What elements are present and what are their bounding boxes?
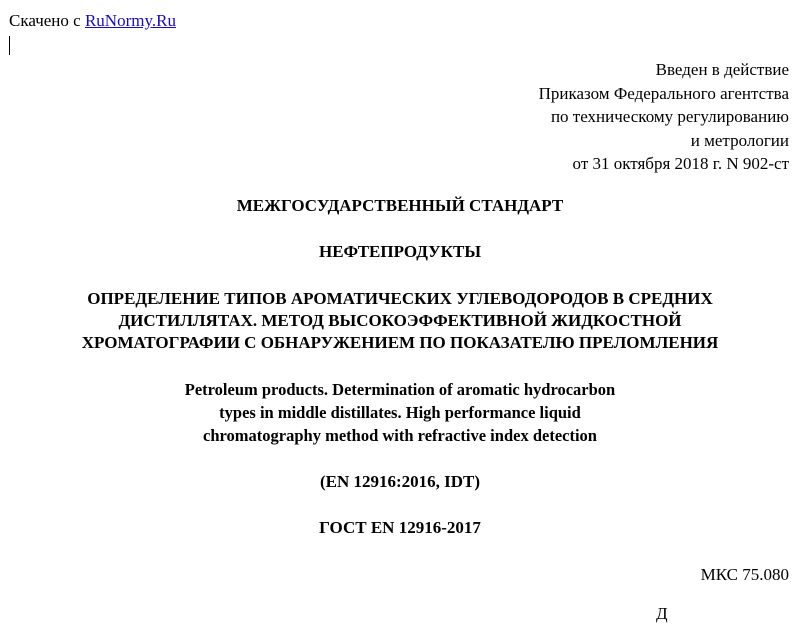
title-english: [0, 378, 800, 447]
enactment-note: [539, 58, 789, 176]
enactment-line: Введен в действие: [655, 60, 789, 79]
title-ru-line: ХРОМАТОГРАФИИ С ОБНАРУЖЕНИЕМ ПО ПОКАЗАТЕЛЮ ПРЕЛОМЛЕНИЯ: [81, 333, 719, 352]
title-en-line: types in middle distillates. High performance liquid: [219, 403, 581, 422]
cut-off-text: Д: [656, 604, 668, 623]
mks-code: МКС 75.080: [700, 565, 789, 584]
subject-heading: НЕФТЕПРОДУКТЫ: [318, 242, 482, 261]
idt-reference: (EN 12916:2016, IDT): [319, 472, 481, 491]
title-ru-line: ОПРЕДЕЛЕНИЕ ТИПОВ АРОМАТИЧЕСКИХ УГЛЕВОДОРОДОВ В СРЕДНИХ: [87, 289, 713, 308]
title-en-line: Petroleum products. Determination of aromatic hydrocarbon: [184, 380, 616, 399]
runormy-link[interactable]: RuNormy.Ru: [84, 11, 176, 30]
standard-type-heading: МЕЖГОСУДАРСТВЕННЫЙ СТАНДАРТ: [236, 196, 564, 215]
downloaded-prefix: Скачено с: [9, 11, 81, 30]
title-russian: [0, 288, 800, 354]
enactment-line: Приказом Федерального агентства: [538, 83, 789, 103]
enactment-line: и метрологии: [690, 130, 789, 150]
text-cursor: [9, 36, 10, 55]
title-ru-line: ДИСТИЛЛЯТАХ. МЕТОД ВЫСОКОЭФФЕКТИВНОЙ ЖИДКОСТНОЙ: [118, 311, 682, 330]
enactment-line: от 31 октября 2018 г. N 902-ст: [572, 154, 789, 173]
enactment-line: по техническому регулированию: [550, 107, 789, 126]
title-en-line: chromatography method with refractive index detection: [203, 426, 597, 445]
gost-number: ГОСТ EN 12916-2017: [319, 518, 481, 537]
downloaded-from-note: [9, 11, 176, 31]
